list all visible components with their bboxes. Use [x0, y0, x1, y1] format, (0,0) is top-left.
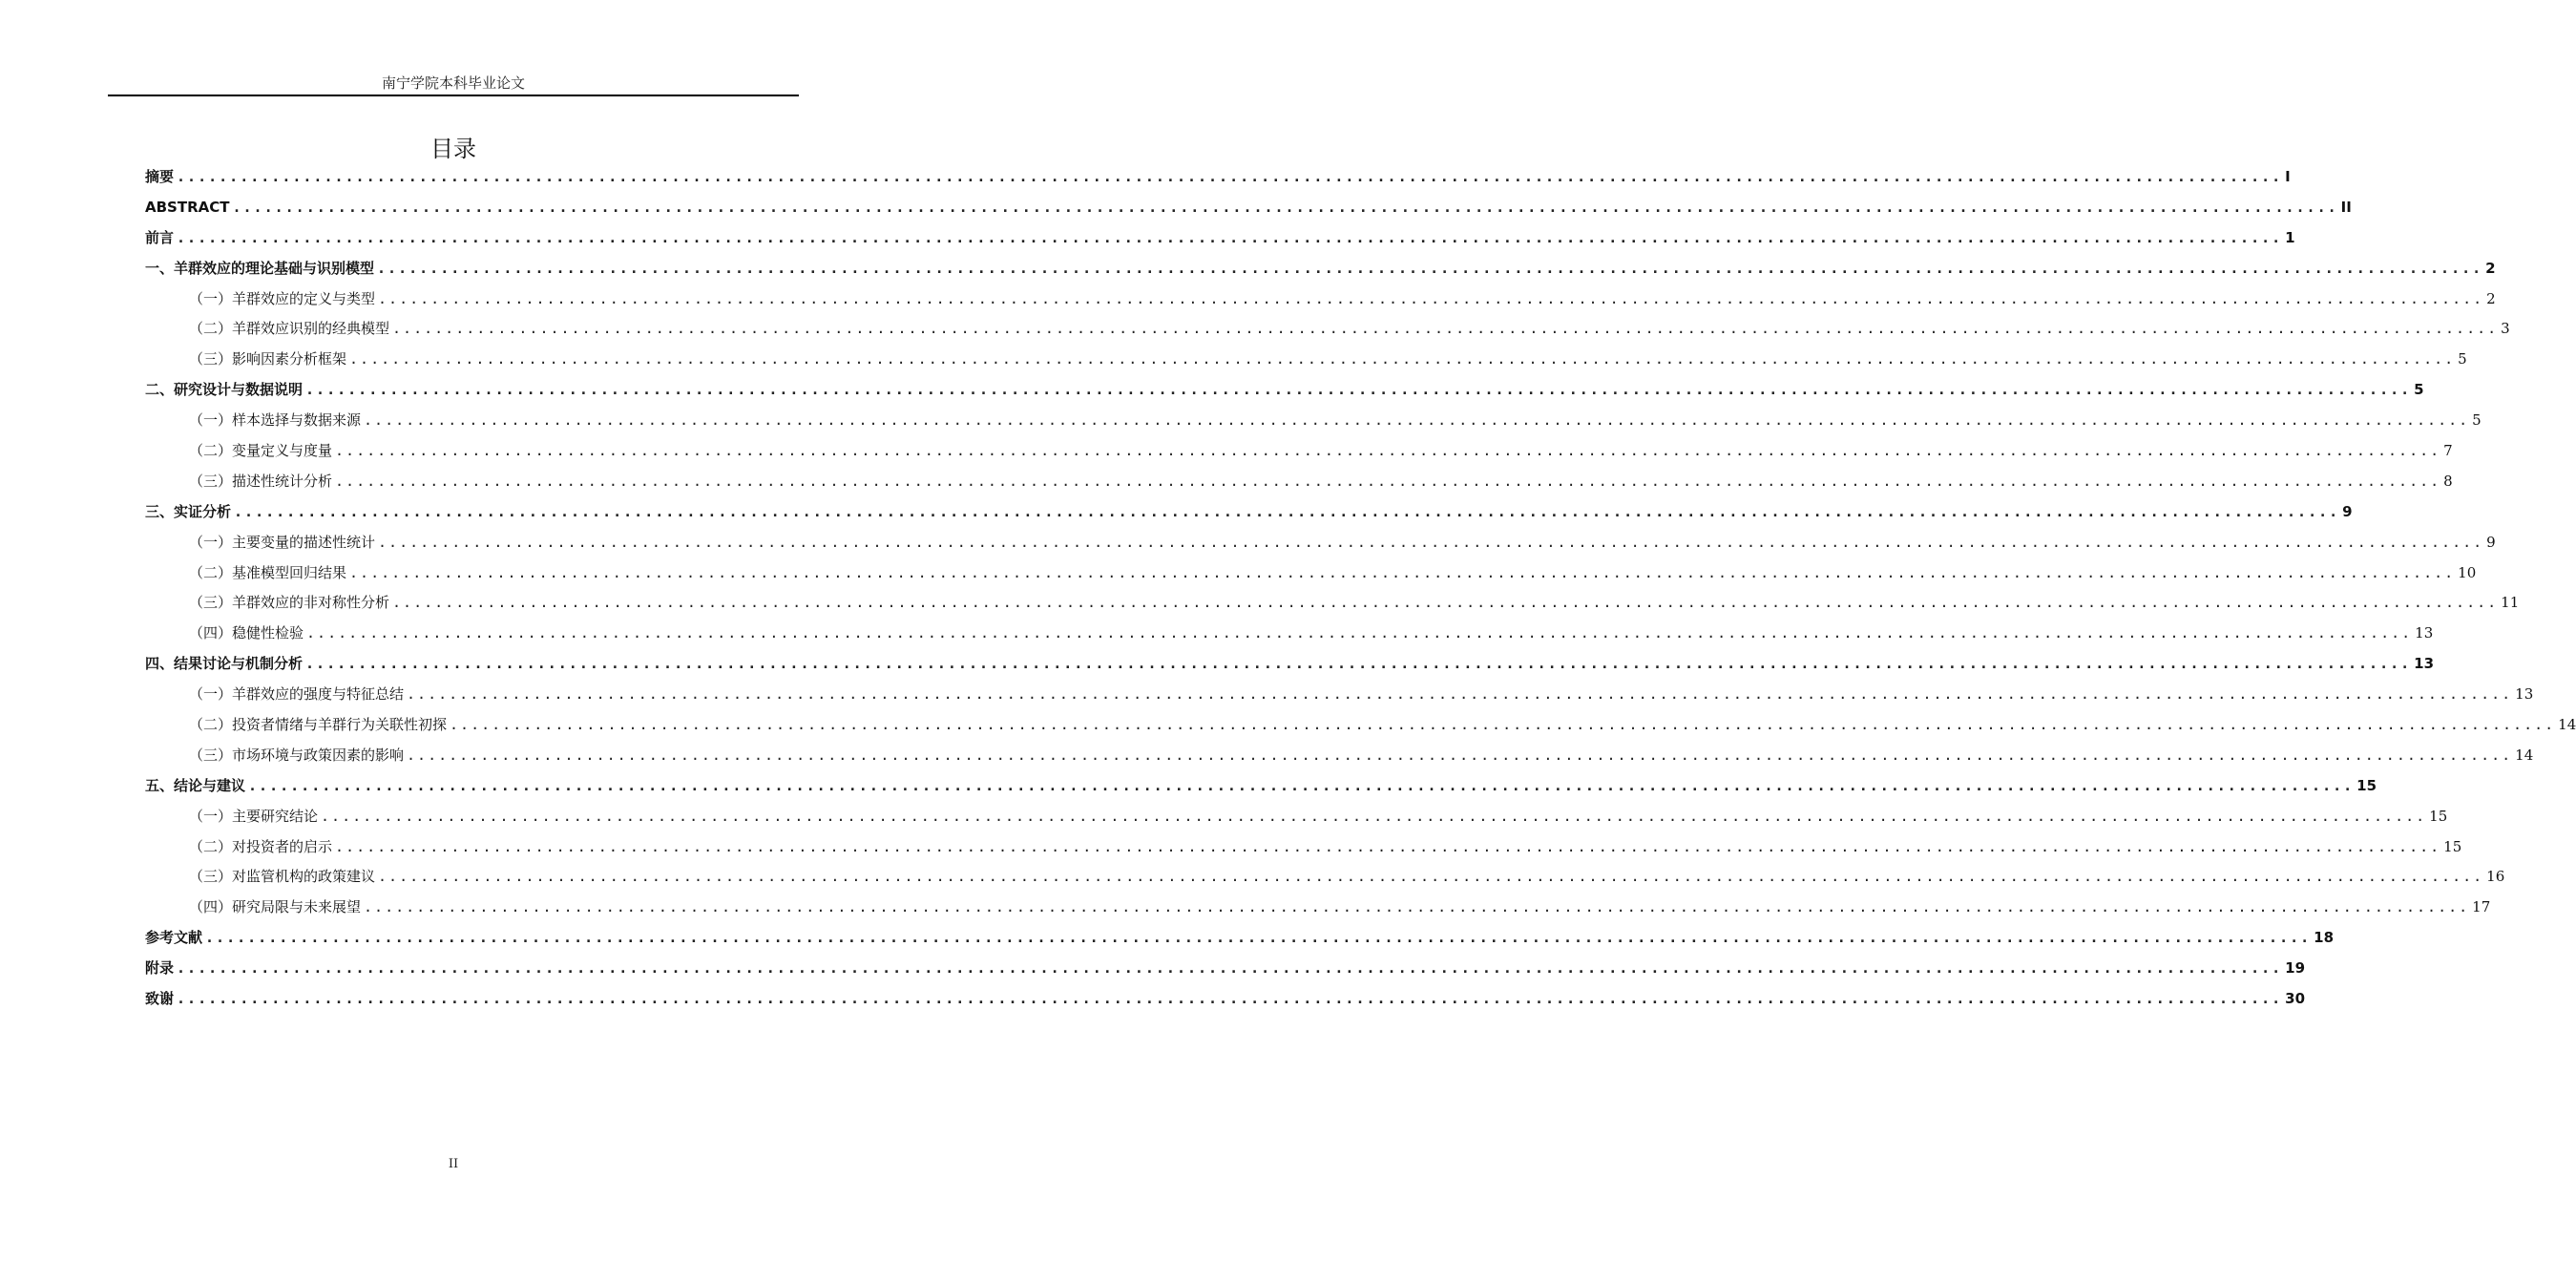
toc-entry-label: 五、结论与建议	[145, 776, 246, 794]
toc-entry-page: 17	[2472, 898, 2491, 916]
toc-entry-page: 8	[2443, 472, 2453, 490]
toc-entry-section[interactable]	[145, 284, 2496, 315]
toc-entry-chapter[interactable]	[145, 375, 2424, 406]
toc-entry-chapter[interactable]	[145, 771, 2377, 802]
toc-dot-leader: ........................................................................................................................................................................................................	[321, 807, 2427, 825]
toc-entry-section[interactable]	[145, 436, 2453, 467]
toc-dot-leader: ........................................................................................................................................................................................................	[335, 442, 2441, 460]
toc-dot-leader: ........................................................................................................................................................................................................	[349, 563, 2456, 581]
toc-entry-chapter[interactable]	[145, 649, 2435, 680]
toc-entry-section[interactable]	[145, 558, 2477, 589]
toc-entry-chapter[interactable]	[145, 223, 2295, 254]
toc-entry-page: 11	[2501, 594, 2520, 612]
toc-dot-leader: ........................................................................................................................................................................................................	[232, 198, 2338, 216]
toc-entry-section[interactable]	[145, 893, 2491, 923]
toc-entry-chapter[interactable]	[145, 497, 2353, 528]
toc-entry-page: 3	[2501, 320, 2510, 338]
toc-entry-section[interactable]	[145, 680, 2534, 710]
toc-dot-leader: ........................................................................................................................................................................................................	[335, 472, 2441, 490]
toc-entry-chapter[interactable]	[145, 954, 2306, 984]
toc-entry-section[interactable]	[145, 710, 2576, 741]
toc-entry-chapter[interactable]	[145, 254, 2496, 284]
toc-dot-leader: ........................................................................................................................................................................................................	[364, 411, 2470, 430]
toc-dot-leader: ........................................................................................................................................................................................................	[335, 837, 2441, 855]
toc-dot-leader: ........................................................................................................................................................................................................	[234, 502, 2340, 520]
toc-entry-chapter[interactable]	[145, 193, 2352, 223]
toc-entry-page: 13	[2415, 624, 2434, 642]
toc-entry-page: 10	[2458, 563, 2477, 581]
toc-entry-label: 一、羊群效应的理论基础与识别模型	[145, 259, 375, 277]
toc-entry-label: （三）影响因素分析框架	[189, 350, 347, 368]
toc-entry-chapter[interactable]	[145, 923, 2335, 954]
toc-dot-leader: ........................................................................................................................................................................................................	[378, 289, 2484, 307]
running-header: 南宁学院本科毕业论文	[381, 74, 525, 92]
toc-dot-leader: ........................................................................................................................................................................................................	[450, 716, 2556, 734]
toc-dot-leader: ........................................................................................................................................................................................................	[364, 898, 2470, 916]
toc-entry-page: 2	[2485, 259, 2496, 277]
toc-entry-label: 四、结果讨论与机制分析	[145, 655, 304, 673]
toc-entry-label: （三）市场环境与政策因素的影响	[189, 746, 405, 764]
toc-entry-section[interactable]	[145, 741, 2534, 771]
toc-dot-leader: ........................................................................................................................................................................................................	[305, 381, 2412, 399]
toc-entry-page: I	[2285, 168, 2291, 185]
toc-entry-page: 7	[2443, 442, 2453, 460]
toc-entry-page: 1	[2285, 228, 2295, 246]
toc-entry-section[interactable]	[145, 862, 2505, 893]
toc-dot-leader: ........................................................................................................................................................................................................	[177, 959, 2283, 978]
toc-entry-page: 15	[2443, 837, 2462, 855]
toc-entry-label: （一）样本选择与数据来源	[189, 411, 362, 430]
toc-entry-label: 摘要	[145, 168, 175, 185]
toc-entry-page: 5	[2472, 411, 2482, 430]
toc-entry-label: 前言	[145, 228, 175, 246]
toc-entry-page: 19	[2285, 959, 2306, 978]
toc-entry-page: 9	[2486, 533, 2496, 551]
toc-entry-page: 15	[2429, 807, 2448, 825]
toc-entry-page: 16	[2486, 868, 2505, 886]
toc-entry-section[interactable]	[145, 802, 2448, 832]
toc-entry-section[interactable]	[145, 619, 2434, 649]
toc-entry-section[interactable]	[145, 406, 2482, 436]
toc-dot-leader: ........................................................................................................................................................................................................	[306, 624, 2413, 642]
toc-entry-label: （二）基准模型回归结果	[189, 563, 347, 581]
toc-entry-section[interactable]	[145, 588, 2520, 619]
toc-entry-page: 30	[2285, 990, 2306, 1008]
toc-entry-label: 致谢	[145, 990, 175, 1008]
toc-entry-label: （一）主要研究结论	[189, 807, 319, 825]
toc-entry-page: 14	[2515, 746, 2534, 764]
toc-entry-page: 2	[2486, 289, 2496, 307]
toc-entry-chapter[interactable]	[145, 162, 2291, 193]
toc-dot-leader: ........................................................................................................................................................................................................	[392, 594, 2499, 612]
toc-dot-leader: ........................................................................................................................................................................................................	[377, 259, 2483, 277]
toc-entry-section[interactable]	[145, 832, 2462, 863]
toc-entry-page: II	[2340, 198, 2352, 216]
toc-entry-section[interactable]	[145, 345, 2467, 375]
toc-entry-label: （二）投资者情绪与羊群行为关联性初探	[189, 716, 448, 734]
toc-entry-label: （三）羊群效应的非对称性分析	[189, 594, 390, 612]
toc-entry-page: 18	[2314, 929, 2335, 947]
toc-entry-label: （三）对监管机构的政策建议	[189, 868, 376, 886]
toc-entry-label: （二）变量定义与度量	[189, 442, 333, 460]
toc-dot-leader: ........................................................................................................................................................................................................	[392, 320, 2499, 338]
page-number: II	[448, 1157, 459, 1171]
toc-entry-label: （四）稳健性检验	[189, 624, 304, 642]
toc-dot-leader: ........................................................................................................................................................................................................	[205, 929, 2312, 947]
toc-entry-label: （一）主要变量的描述性统计	[189, 533, 376, 551]
toc-entry-page: 15	[2356, 776, 2377, 794]
toc-entry-section[interactable]	[145, 528, 2496, 558]
toc-entry-label: （二）羊群效应识别的经典模型	[189, 320, 390, 338]
toc-entry-page: 14	[2558, 716, 2576, 734]
toc-entry-page: 9	[2342, 502, 2353, 520]
toc-entry-label: （二）对投资者的启示	[189, 837, 333, 855]
toc-entry-label: （一）羊群效应的强度与特征总结	[189, 685, 405, 704]
toc-entry-page: 5	[2458, 350, 2467, 368]
toc-entry-label: （四）研究局限与未来展望	[189, 898, 362, 916]
toc-entry-section[interactable]	[145, 467, 2453, 497]
toc-title: 目录	[430, 136, 476, 162]
toc-dot-leader: ........................................................................................................................................................................................................	[177, 990, 2283, 1008]
toc-dot-leader: ........................................................................................................................................................................................................	[407, 746, 2513, 764]
toc-entry-page: 5	[2414, 381, 2424, 399]
toc-entry-label: 三、实证分析	[145, 502, 232, 520]
toc-dot-leader: ........................................................................................................................................................................................................	[248, 776, 2355, 794]
toc-entry-chapter[interactable]	[145, 984, 2306, 1015]
toc-entry-label: （三）描述性统计分析	[189, 472, 333, 490]
toc-dot-leader: ........................................................................................................................................................................................................	[177, 228, 2283, 246]
toc-entry-label: 参考文献	[145, 929, 203, 947]
toc-entry-label: 二、研究设计与数据说明	[145, 381, 304, 399]
toc-entry-section[interactable]	[145, 314, 2510, 345]
toc-entry-label: ABSTRACT	[145, 198, 230, 216]
toc-entry-label: 附录	[145, 959, 175, 978]
toc-dot-leader: ........................................................................................................................................................................................................	[349, 350, 2456, 368]
header-rule	[108, 95, 799, 96]
table-of-contents	[145, 162, 2576, 1015]
toc-dot-leader: ........................................................................................................................................................................................................	[177, 168, 2283, 185]
toc-dot-leader: ........................................................................................................................................................................................................	[378, 868, 2484, 886]
toc-entry-page: 13	[2414, 655, 2435, 673]
toc-dot-leader: ........................................................................................................................................................................................................	[407, 685, 2513, 704]
toc-dot-leader: ........................................................................................................................................................................................................	[305, 655, 2412, 673]
toc-entry-label: （一）羊群效应的定义与类型	[189, 289, 376, 307]
toc-entry-page: 13	[2515, 685, 2534, 704]
toc-dot-leader: ........................................................................................................................................................................................................	[378, 533, 2484, 551]
